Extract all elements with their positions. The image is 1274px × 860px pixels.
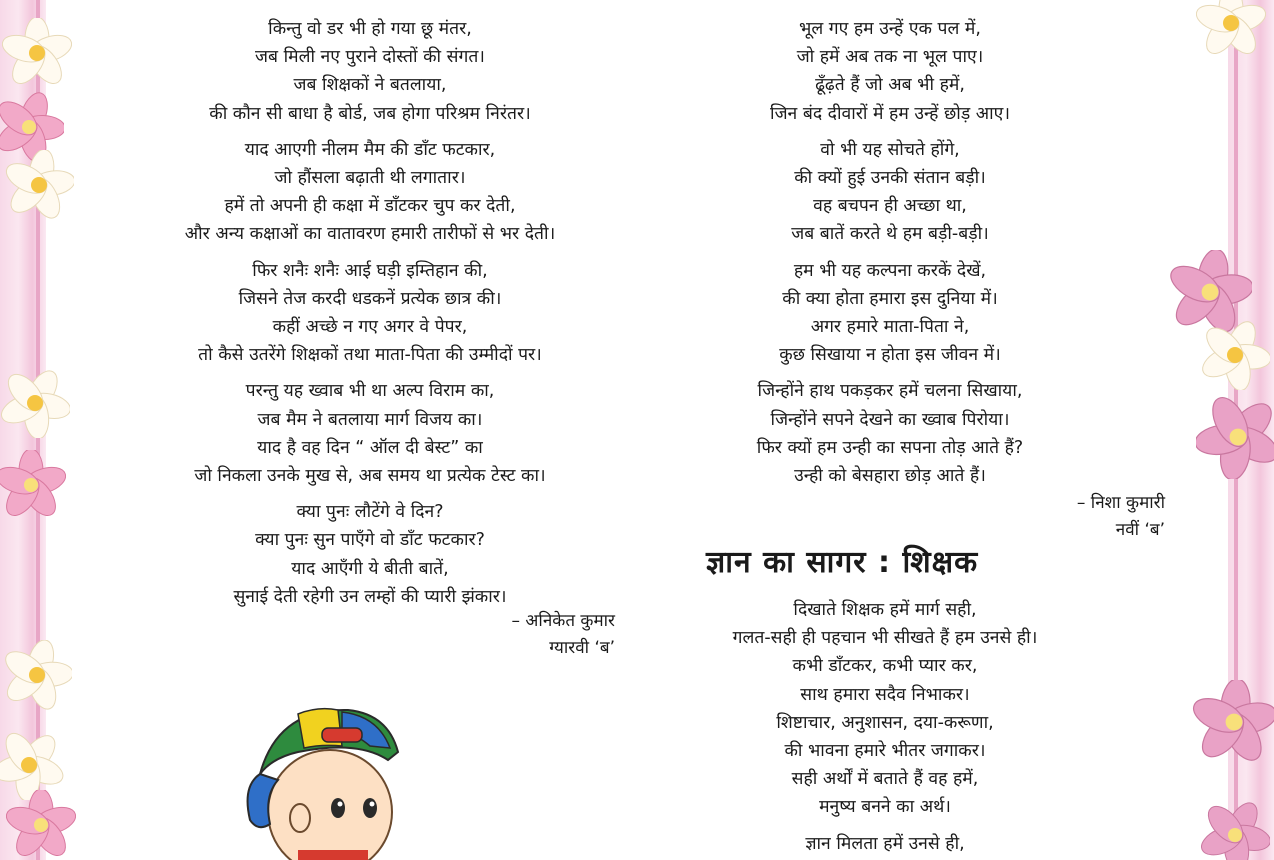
right-poem	[680, 15, 1100, 498]
stanza	[680, 377, 1100, 490]
poem-line: परन्तु यह ख्वाब भी था अल्प विराम का,	[245, 381, 495, 402]
poem-line: जिन्होंने सपने देखने का ख्वाब पिरोया।	[770, 409, 1010, 430]
poem-line: जो निकला उनके मुख से, अब समय था प्रत्येक टेस्ट का।	[194, 466, 546, 487]
author-name: – निशा कुमारी	[1076, 493, 1165, 513]
poem-line: किन्तु वो डर भी हो गया छू मंतर,	[268, 19, 472, 39]
frangipani-flower-icon	[2, 640, 72, 710]
poem-line: उन्ही को बेसहारा छोड़ आते हैं।	[794, 466, 986, 487]
left-poem-credit	[420, 608, 615, 662]
stanza	[680, 15, 1100, 128]
poem-line: वह बचपन ही अच्छा था,	[813, 196, 967, 217]
poem-line: जब शिक्षकों ने बतलाया,	[293, 75, 447, 96]
poem-line: अगर हमारे माता-पिता ने,	[810, 317, 970, 338]
poem-line: गलत-सही ही पहचान भी सीखते हैं हम उनसे ही।	[732, 628, 1038, 649]
poem-line: की क्या होता हमारा इस दुनिया में।	[782, 288, 998, 309]
poem-line: कहीं अच्छे न गए अगर वे पेपर,	[272, 317, 468, 338]
author-class: ग्यारवी ‘ब’	[549, 638, 615, 658]
poem-line: और अन्य कक्षाओं का वातावरण हमारी तारीफों से भर देती।	[184, 224, 556, 245]
poem-line: हमें तो अपनी ही कक्षा में डाँटकर चुप कर देती,	[224, 196, 516, 217]
stanza	[680, 257, 1100, 370]
third-poem	[670, 596, 1100, 860]
stanza	[110, 136, 630, 249]
poem-line: भूल गए हम उन्हें एक पल में,	[799, 19, 981, 39]
poem-line: जिन बंद दीवारों में हम उन्हें छोड़ आए।	[770, 103, 1010, 124]
poem-line: याद आएँगी ये बीती बातें,	[291, 558, 449, 579]
poem-line: जो हमें अब तक ना भूल पाए।	[796, 47, 984, 68]
frangipani-flower-icon	[1200, 320, 1270, 390]
frangipani-flower-icon	[0, 368, 70, 438]
poem-line: जिन्होंने हाथ पकड़कर हमें चलना सिखाया,	[757, 381, 1023, 402]
stanza	[670, 596, 1100, 822]
poem-title: ज्ञान का सागर : शिक्षक	[706, 545, 979, 580]
poem-line: याद है वह दिन “ ऑल दी बेस्ट” का	[257, 437, 483, 458]
pink-flower-icon	[1192, 680, 1274, 764]
cartoon-boy-cap-icon	[238, 700, 408, 860]
stanza	[110, 257, 630, 370]
poem-line: कुछ सिखाया न होता इस जीवन में।	[779, 345, 1001, 366]
poem-line: हम भी यह कल्पना करकें देखें,	[793, 260, 987, 281]
poem-line: की कौन सी बाधा है बोर्ड, जब होगा परिश्रम निरंतर।	[209, 103, 531, 124]
poem-line: कभी डाँटकर, कभी प्यार कर,	[792, 656, 978, 677]
poem-line: की क्यों हुई उनकी संतान बड़ी।	[794, 168, 986, 189]
poem-line: जब मैम ने बतलाया मार्ग विजय का।	[257, 409, 483, 430]
poem-line: जब बातें करते थे हम बड़ी-बड़ी।	[791, 224, 989, 245]
stanza	[110, 498, 630, 611]
poem-line: क्या पुनः सुन पाएँगे वो डाँट फटकार?	[255, 530, 485, 551]
poem-line: सही अर्थों में बताते हैं वह हमें,	[791, 769, 979, 790]
poem-line: याद आएगी नीलम मैम की डाँट फटकार,	[244, 139, 496, 160]
poem-line: फिर क्यों हम उन्ही का सपना तोड़ आते हैं?	[756, 437, 1024, 458]
pink-flower-icon	[1200, 800, 1270, 860]
poem-line: मनुष्य बनने का अर्थ।	[819, 797, 951, 818]
left-poem	[110, 15, 630, 619]
poem-line: फिर शनैः शनैः आई घड़ी इम्तिहान की,	[252, 260, 488, 281]
stanza	[680, 136, 1100, 249]
pink-flower-icon	[1196, 395, 1274, 479]
stanza	[670, 830, 1100, 858]
poem-line: जब मिली नए पुराने दोस्तों की संगत।	[255, 47, 485, 68]
poem-line: ढूँढ़ते हैं जो अब भी हमें,	[815, 75, 965, 96]
stanza	[110, 377, 630, 490]
stanza	[110, 15, 630, 128]
poem-line: तो कैसे उतरेंगे शिक्षकों तथा माता-पिता की उम्मीदों पर।	[198, 345, 542, 366]
author-name: – अनिकेत कुमार	[511, 611, 615, 631]
poem-line: की भावना हमारे भीतर जगाकर।	[784, 741, 986, 762]
poem-line: जिसने तेज करदी धडकनें प्रत्येक छात्र की।	[238, 288, 502, 309]
pink-flower-icon	[0, 450, 66, 520]
author-class: नवीं ‘ब’	[1115, 520, 1165, 540]
frangipani-flower-icon	[4, 150, 74, 220]
poem-line: जो हौंसला बढ़ाती थी लगातार।	[274, 168, 466, 189]
frangipani-flower-icon	[2, 18, 72, 88]
frangipani-flower-icon	[1196, 0, 1266, 58]
poem-line: वो भी यह सोचते होंगे,	[820, 139, 960, 160]
poem-line: साथ हमारा सदैव निभाकर।	[800, 684, 970, 705]
poem-line: ज्ञान मिलता हमें उनसे ही,	[805, 833, 965, 854]
poem-line: सुनाई देती रहेगी उन लम्हों की प्यारी झंकार।	[233, 586, 507, 607]
right-poem-credit	[960, 490, 1165, 544]
pink-flower-icon	[6, 790, 76, 860]
poem-line: क्या पुनः लौटेंगे वे दिन?	[296, 502, 444, 523]
poem-line: दिखाते शिक्षक हमें मार्ग सही,	[793, 600, 977, 620]
poem-line: शिष्टाचार, अनुशासन, दया-करूणा,	[776, 712, 994, 733]
